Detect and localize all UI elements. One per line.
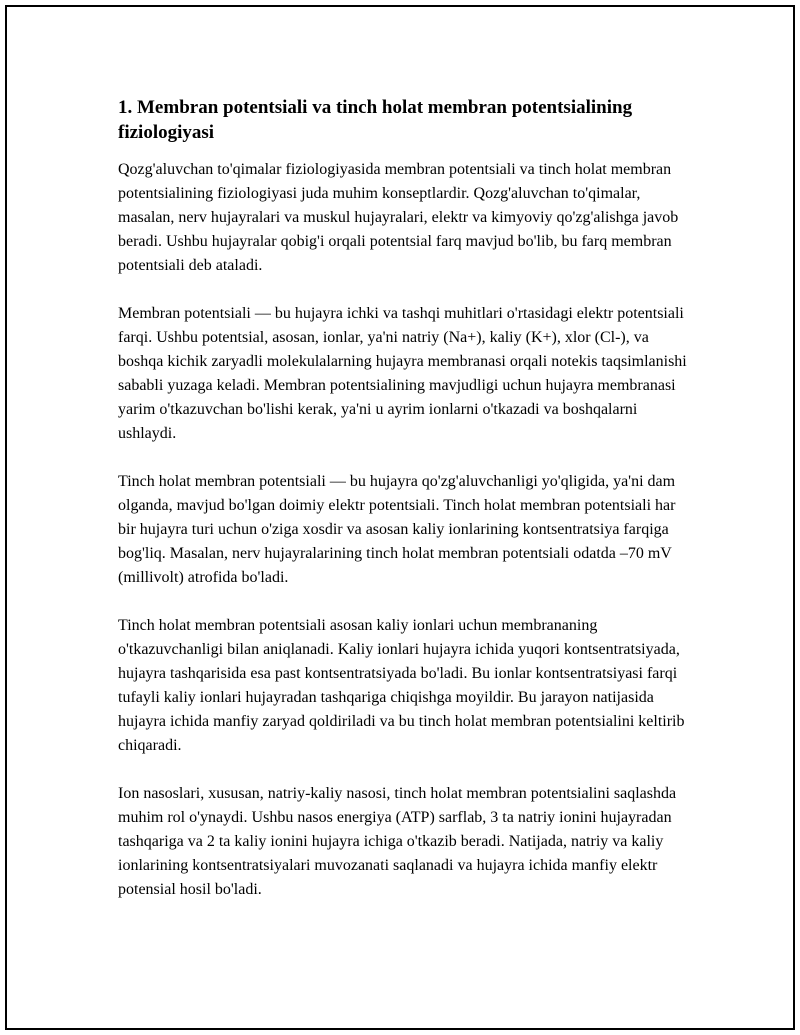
document-body <box>118 95 693 926</box>
paragraph-2: Membran potentsiali — bu hujayra ichki va tashqi muhitlari o'rtasidagi elektr potentsiali farqi. Ushbu potentsial, asosan, ionlar, ya'ni natriy (Na+), kaliy (K+), xlor (Cl-), va boshqa kichik zaryadli molekulalarning hujayra membranasi orqali notekis taqsimlanishi sababli yuzaga keladi. Membran potentsialining mavjudligi uchun hujayra membranasi yarim o'tkazuvchan bo'lishi kerak, ya'ni u ayrim ionlarni o'tkazadi va boshqalarni ushlaydi. <box>118 305 687 442</box>
paragraph-3: Tinch holat membran potentsiali — bu hujayra qo'zg'aluvchanligi yo'qligida, ya'ni dam olganda, mavjud bo'lgan doimiy elektr potentsiali. Tinch holat membran potentsiali har bir hujayra turi uchun o'ziga xosdir va asosan kaliy ionlarining kontsentratsiya farqiga bog'liq. Masalan, nerv hujayralarining tinch holat membran potentsiali odatda –70 mV (millivolt) atrofida bo'ladi. <box>118 473 676 586</box>
paragraph-1: Qozg'aluvchan to'qimalar fiziologiyasida membran potentsiali va tinch holat membran potentsialining fiziologiyasi juda muhim konseptlardir. Qozg'aluvchan to'qimalar, masalan, nerv hujayralari va muskul hujayralari, elektr va kimyoviy qo'zg'alishga javob beradi. Ushbu hujayralar qobig'i orqali potentsial farq mavjud bo'lib, bu farq membran potentsiali deb ataladi. <box>118 161 679 274</box>
section-title: 1. Membran potentsiali va tinch holat membran potentsialining fiziologiyasi <box>118 97 633 143</box>
paragraph-4: Tinch holat membran potentsiali asosan kaliy ionlari uchun membrananing o'tkazuvchanligi bilan aniqlanadi. Kaliy ionlari hujayra ichida yuqori kontsentratsiyada, hujayra tashqarisida esa past kontsentratsiyada bo'ladi. Bu ionlar kontsentratsiyasi farqi tufayli kaliy ionlari hujayradan tashqariga chiqishga moyildir. Bu jarayon natijasida hujayra ichida manfiy zaryad qoldiriladi va bu tinch holat membran potentsialini keltirib chiqaradi. <box>118 617 685 754</box>
paragraph-5: Ion nasoslari, xususan, natriy-kaliy nasosi, tinch holat membran potentsialini saqlashda muhim rol o'ynaydi. Ushbu nasos energiya (ATP) sarflab, 3 ta natriy ionini hujayradan tashqariga va 2 ta kaliy ionini hujayra ichiga o'tkazib beradi. Natijada, natriy va kaliy ionlarining kontsentratsiyalari muvozanati saqlanadi va hujayra ichida manfiy elektr potensial hosil bo'ladi. <box>118 785 677 898</box>
